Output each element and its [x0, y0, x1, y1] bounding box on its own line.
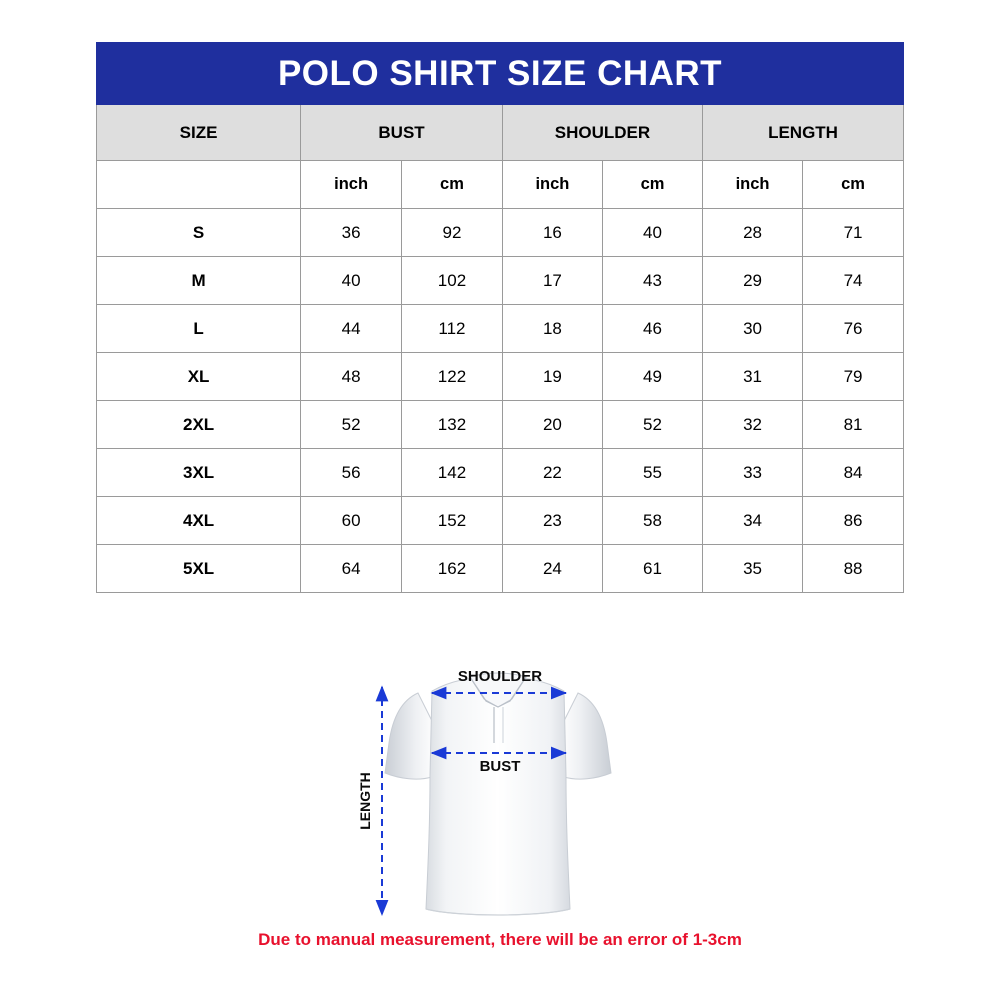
- cell-bust-inch: 64: [301, 545, 402, 593]
- cell-bust-inch: 44: [301, 305, 402, 353]
- cell-shoulder-inch: 22: [502, 449, 602, 497]
- column-header-shoulder: SHOULDER: [502, 105, 702, 161]
- cell-bust-cm: 102: [402, 257, 503, 305]
- unit-cell-length-inch: inch: [703, 161, 803, 209]
- cell-shoulder-inch: 18: [502, 305, 602, 353]
- cell-size: 2XL: [97, 401, 301, 449]
- cell-bust-cm: 152: [402, 497, 503, 545]
- cell-size: 5XL: [97, 545, 301, 593]
- measurement-disclaimer: Due to manual measurement, there will be an error of 1-3cm: [258, 930, 742, 949]
- table-group-header-row: [97, 105, 904, 161]
- cell-length-inch: 35: [703, 545, 803, 593]
- cell-length-cm: 74: [803, 257, 904, 305]
- cell-length-cm: 76: [803, 305, 904, 353]
- cell-length-inch: 31: [703, 353, 803, 401]
- cell-length-cm: 81: [803, 401, 904, 449]
- cell-shoulder-cm: 61: [602, 545, 702, 593]
- page-title: POLO SHIRT SIZE CHART: [97, 43, 904, 105]
- cell-length-inch: 30: [703, 305, 803, 353]
- cell-shoulder-inch: 16: [502, 209, 602, 257]
- table-unit-row: [97, 161, 904, 209]
- cell-shoulder-inch: 23: [502, 497, 602, 545]
- cell-length-cm: 88: [803, 545, 904, 593]
- cell-length-inch: 32: [703, 401, 803, 449]
- size-chart-table: [96, 42, 904, 593]
- polo-shirt-illustration: [0, 625, 1000, 935]
- cell-bust-inch: 48: [301, 353, 402, 401]
- measurement-diagram: [0, 625, 1000, 935]
- table-row: [97, 545, 904, 593]
- unit-cell-bust-cm: cm: [402, 161, 503, 209]
- table-row: [97, 305, 904, 353]
- cell-shoulder-cm: 43: [602, 257, 702, 305]
- unit-cell-bust-inch: inch: [301, 161, 402, 209]
- cell-size: L: [97, 305, 301, 353]
- cell-bust-cm: 122: [402, 353, 503, 401]
- cell-shoulder-inch: 24: [502, 545, 602, 593]
- table-row: [97, 449, 904, 497]
- table-title-row: [97, 43, 904, 105]
- cell-size: XL: [97, 353, 301, 401]
- table-row: [97, 209, 904, 257]
- label-bust: BUST: [479, 758, 521, 775]
- cell-length-inch: 29: [703, 257, 803, 305]
- cell-shoulder-inch: 20: [502, 401, 602, 449]
- cell-bust-cm: 142: [402, 449, 503, 497]
- cell-bust-inch: 40: [301, 257, 402, 305]
- size-chart-container: [96, 42, 904, 593]
- shirt-body-shape: [385, 673, 611, 915]
- label-shoulder: SHOULDER: [457, 668, 543, 685]
- column-header-length: LENGTH: [703, 105, 904, 161]
- column-header-size: SIZE: [97, 105, 301, 161]
- unit-cell-shoulder-cm: cm: [602, 161, 702, 209]
- table-row: [97, 257, 904, 305]
- cell-length-inch: 28: [703, 209, 803, 257]
- cell-bust-inch: 56: [301, 449, 402, 497]
- table-row: [97, 401, 904, 449]
- cell-size: M: [97, 257, 301, 305]
- cell-shoulder-inch: 19: [502, 353, 602, 401]
- cell-shoulder-cm: 46: [602, 305, 702, 353]
- cell-shoulder-cm: 58: [602, 497, 702, 545]
- unit-cell-length-cm: cm: [803, 161, 904, 209]
- cell-bust-inch: 36: [301, 209, 402, 257]
- cell-shoulder-cm: 49: [602, 353, 702, 401]
- cell-shoulder-cm: 52: [602, 401, 702, 449]
- cell-length-cm: 71: [803, 209, 904, 257]
- cell-length-cm: 86: [803, 497, 904, 545]
- cell-bust-inch: 60: [301, 497, 402, 545]
- column-header-bust: BUST: [301, 105, 503, 161]
- cell-shoulder-inch: 17: [502, 257, 602, 305]
- table-row: [97, 497, 904, 545]
- cell-size: 4XL: [97, 497, 301, 545]
- cell-bust-cm: 162: [402, 545, 503, 593]
- unit-cell-shoulder-inch: inch: [502, 161, 602, 209]
- table-row: [97, 353, 904, 401]
- cell-bust-cm: 92: [402, 209, 503, 257]
- cell-length-inch: 33: [703, 449, 803, 497]
- cell-bust-cm: 132: [402, 401, 503, 449]
- cell-bust-cm: 112: [402, 305, 503, 353]
- cell-size: 3XL: [97, 449, 301, 497]
- unit-cell-blank: [97, 161, 301, 209]
- label-length: LENGTH: [357, 772, 373, 830]
- cell-length-inch: 34: [703, 497, 803, 545]
- cell-size: S: [97, 209, 301, 257]
- cell-bust-inch: 52: [301, 401, 402, 449]
- cell-length-cm: 84: [803, 449, 904, 497]
- cell-length-cm: 79: [803, 353, 904, 401]
- cell-shoulder-cm: 40: [602, 209, 702, 257]
- cell-shoulder-cm: 55: [602, 449, 702, 497]
